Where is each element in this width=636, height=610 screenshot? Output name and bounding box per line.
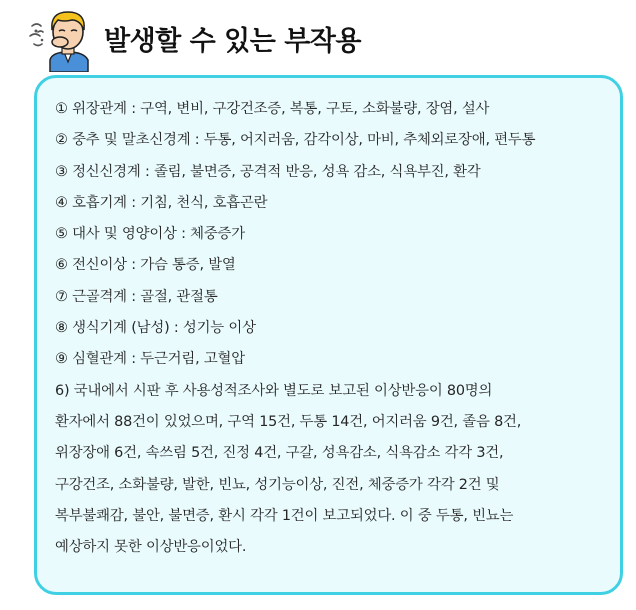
list-item: ⑤ 대사 및 영양이상 : 체중증가	[55, 226, 245, 243]
header	[28, 4, 361, 72]
page-title: 발생할 수 있는 부작용	[104, 25, 361, 57]
list-item: ② 중추 및 말초신경계 : 두통, 어지러움, 감각이상, 마비, 추체외로장애, 편두통	[55, 132, 536, 149]
note-line: 환자에서 88건이 있었으며, 구역 15건, 두통 14건, 어지러움 9건, 졸음 8건,	[55, 413, 522, 430]
coughing-person-icon	[28, 4, 100, 72]
list-item: ③ 정신신경계 : 졸림, 불면증, 공격적 반응, 성욕 감소, 식욕부진, 환각	[55, 163, 481, 180]
note-line: 위장장애 6건, 속쓰림 5건, 진정 4건, 구갈, 성욕감소, 식욕감소 각각 3건,	[55, 445, 504, 462]
list-item: ⑦ 근골격계 : 골절, 관절통	[55, 288, 218, 305]
note-line: 구강건조, 소화불량, 발한, 빈뇨, 성기능이상, 진전, 체중증가 각각 2건 및	[55, 476, 500, 493]
list-item: ⑨ 심혈관계 : 두근거림, 고혈압	[55, 351, 245, 368]
list-item: ⑧ 생식기계 (남성) : 성기능 이상	[55, 320, 256, 337]
note-line: 복부불쾌감, 불안, 불면증, 환시 각각 1건이 보고되었다. 이 중 두통, 빈뇨는	[55, 507, 514, 524]
note-line: 예상하지 못한 이상반응이었다.	[55, 539, 247, 556]
list-item: ① 위장관계 : 구역, 변비, 구강건조증, 복통, 구토, 소화불량, 장염, 설사	[55, 101, 490, 117]
side-effects-box	[34, 75, 623, 595]
list-item: ⑥ 전신이상 : 가슴 통증, 발열	[55, 257, 236, 274]
note-line: 6) 국내에서 시판 후 사용성적조사와 별도로 보고된 이상반응이 80명의	[55, 382, 493, 399]
list-item: ④ 호흡기계 : 기침, 천식, 호흡곤란	[55, 194, 268, 211]
